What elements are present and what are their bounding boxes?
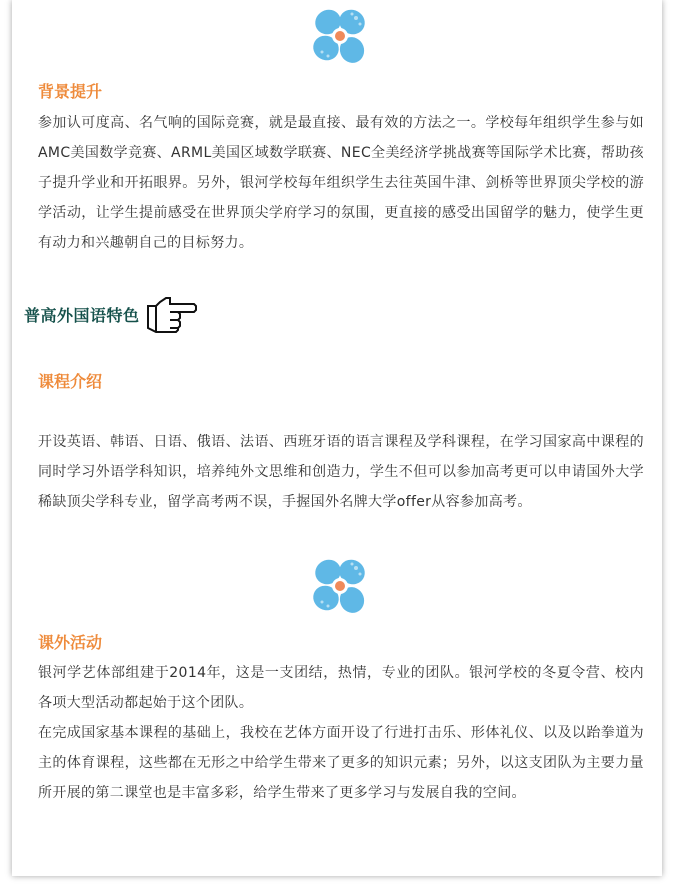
courses-paragraph: 开设英语、韩语、日语、俄语、法语、西班牙语的语言课程及学科课程，在学习国家高中课程的同时学习外语学科知识，培养纯外文思维和创造力，学生不但可以参加高考更可以申请国外大学稀缺顶尖学科专业，留学高考两不误，手握国外名牌大学offer从容参加高考。 — [38, 434, 644, 510]
article-card — [12, 0, 662, 876]
feature-title: 普高外国语特色 — [24, 305, 140, 325]
courses-heading: 课程介绍 — [38, 372, 103, 391]
pointing-hand-icon — [144, 292, 198, 336]
feature-title-row — [24, 292, 198, 336]
blue-flower-icon — [308, 4, 372, 68]
background-paragraph: 参加认可度高、名气响的国际竞赛，就是最直接、最有效的方法之一。学校每年组织学生参与如AMC美国数学竞赛、ARML美国区域数学联赛、NEC全美经济学挑战赛等国际学术比赛，帮助孩子提升学业和开拓眼界。另外，银河学校每年组织学生去往英国牛津、剑桥等世界顶尖学校的游学活动，让学生提前感受在世界顶尖学府学习的氛围，更直接的感受出国留学的魅力，使学生更有动力和兴趣朝自己的目标努力。 — [38, 115, 644, 251]
activities-paragraph-2: 在完成国家基本课程的基础上，我校在艺体方面开设了行进打击乐、形体礼仪、以及以跆拳道为主的体育课程，这些都在无形之中给学生带来了更多的知识元素；另外，以这支团队为主要力量所开展的第二课堂也是丰富多彩，给学生带来了更多学习与发展自我的空间。 — [38, 725, 644, 801]
background-heading: 背景提升 — [38, 82, 103, 101]
activities-paragraph-1: 银河学艺体部组建于2014年，这是一支团结，热情，专业的团队。银河学校的冬夏令营、校内各项大型活动都起始于这个团队。 — [38, 665, 644, 711]
activities-heading: 课外活动 — [38, 633, 103, 652]
blue-flower-icon — [308, 554, 372, 618]
